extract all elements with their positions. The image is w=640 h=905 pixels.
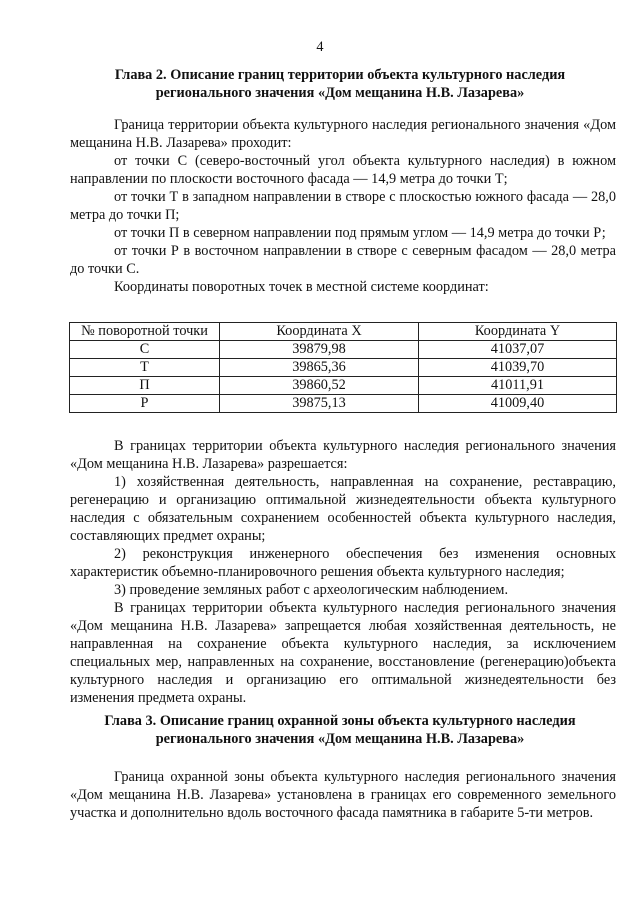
page-number: 4 <box>316 39 324 55</box>
coordinates-table <box>69 322 617 413</box>
chapter-2-title-line-2: регионального значения «Дом мещанина Н.В. Лазарева» <box>155 85 525 101</box>
chapter-3-title-line-2: регионального значения «Дом мещанина Н.В. Лазарева» <box>155 731 525 747</box>
chapter-3-title-line-1: Глава 3. Описание границ охранной зоны объекта культурного наследия <box>104 713 576 729</box>
cell-y: 41009,40 <box>419 395 617 413</box>
paragraph: от точки П в северном направлении под прямым углом — 14,9 метра до точки Р; <box>114 225 606 241</box>
paragraph: от точки Т в западном направлении в створе с плоскостью южного фасада — 28,0 метра до точки П; <box>70 189 616 223</box>
header-point-number: № поворотной точки <box>70 323 220 341</box>
cell-point: С <box>70 341 220 359</box>
paragraph: Граница территории объекта культурного наследия регионального значения «Дом мещанина Н.В. Лазарева» проходит: <box>70 117 616 151</box>
cell-x: 39865,36 <box>220 359 419 377</box>
table-row <box>70 359 617 377</box>
header-coordinate-x: Координата X <box>220 323 419 341</box>
cell-y: 41039,70 <box>419 359 617 377</box>
chapter-2-boundary-description <box>70 116 616 296</box>
cell-x: 39879,98 <box>220 341 419 359</box>
chapter-2-permitted-activities <box>70 437 616 707</box>
cell-point: П <box>70 377 220 395</box>
chapter-2-title <box>64 66 616 102</box>
header-coordinate-y: Координата Y <box>419 323 617 341</box>
list-item: 1) хозяйственная деятельность, направленная на сохранение, реставрацию, регенерацию и организацию оптимальной жизнедеятельности объекта культурного наследия с обязательным сохранением особенностей объекта культурного наследия, составляющих предмет охраны; <box>70 474 616 544</box>
paragraph: В границах территории объекта культурного наследия регионального значения «Дом мещанина Н.В. Лазарева» запрещается любая хозяйственная деятельность, не направленная на сохранение объекта культурного наследия, за исключением специальных мер, направленных на сохранение, восстановление (регенерацию)объекта культурного наследия и организацию его оптимальной жизнедеятельности без изменения предмета охраны. <box>70 600 616 706</box>
table-header-row <box>70 323 617 341</box>
cell-point: Т <box>70 359 220 377</box>
paragraph: В границах территории объекта культурного наследия регионального значения «Дом мещанина Н.В. Лазарева» разрешается: <box>70 438 616 472</box>
paragraph: от точки Р в восточном направлении в створе с северным фасадом — 28,0 метра до точки С. <box>70 243 616 277</box>
paragraph: Координаты поворотных точек в местной системе координат: <box>114 279 489 295</box>
cell-point: Р <box>70 395 220 413</box>
cell-y: 41037,07 <box>419 341 617 359</box>
paragraph: Граница охранной зоны объекта культурного наследия регионального значения «Дом мещанина Н.В. Лазарева» установлена в границах его современного земельного участка и дополнительно вдоль восточного фасада памятника в габарите 5-ти метров. <box>70 769 616 821</box>
list-item: 3) проведение земляных работ с археологическим наблюдением. <box>114 582 509 598</box>
table-row <box>70 341 617 359</box>
table-row <box>70 377 617 395</box>
chapter-3-title <box>64 712 616 748</box>
chapter-3-protection-zone <box>70 768 616 822</box>
cell-y: 41011,91 <box>419 377 617 395</box>
cell-x: 39860,52 <box>220 377 419 395</box>
paragraph: от точки С (северо-восточный угол объекта культурного наследия) в южном направлении по плоскости восточного фасада — 14,9 метра до точки Т; <box>70 153 616 187</box>
list-item: 2) реконструкция инженерного обеспечения без изменения основных характеристик объемно-планировочного решения объекта культурного наследия; <box>70 546 616 580</box>
cell-x: 39875,13 <box>220 395 419 413</box>
chapter-2-title-line-1: Глава 2. Описание границ территории объекта культурного наследия <box>114 67 566 83</box>
table-row <box>70 395 617 413</box>
